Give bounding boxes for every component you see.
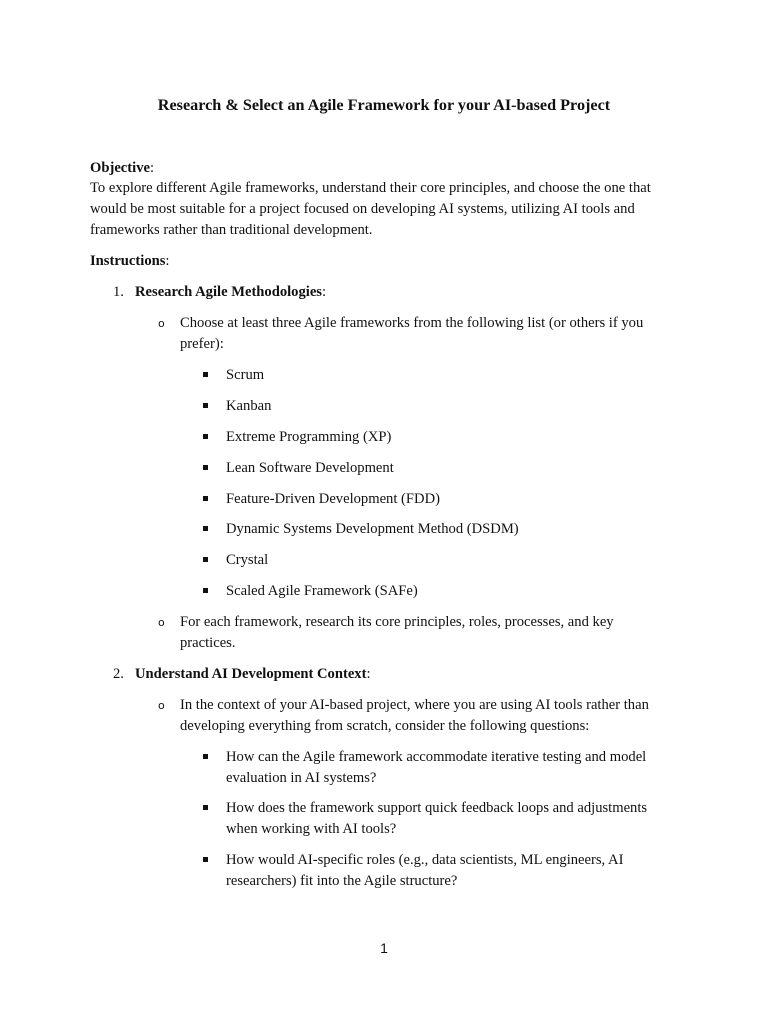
step-1-colon: : — [322, 284, 327, 300]
framework-item-text: Kanban — [226, 398, 272, 414]
circle-bullet: o — [158, 699, 165, 712]
objective-label-colon: : — [149, 160, 155, 176]
step-2-number: 2. — [113, 666, 124, 682]
question-item-text: How does the framework support quick feedback loops and adjustments when working with AI tools? — [226, 800, 648, 837]
instructions-label-colon: : — [165, 253, 170, 269]
instructions-label — [90, 251, 169, 272]
step-2-heading: Understand AI Development Context — [135, 666, 367, 682]
page-title: Research & Select an Agile Framework for your AI-based Project — [157, 96, 611, 114]
square-bullet-icon — [203, 754, 208, 759]
framework-item-text: Extreme Programming (XP) — [226, 429, 392, 445]
circle-bullet: o — [158, 616, 165, 629]
question-item-text: How can the Agile framework accommodate iterative testing and model evaluation in AI systems? — [226, 749, 647, 786]
step-1-heading: Research Agile Methodologies — [135, 284, 322, 300]
framework-item-text: Lean Software Development — [226, 460, 394, 476]
objective-label — [90, 158, 154, 179]
step-2 — [113, 664, 371, 685]
square-bullet-icon — [203, 857, 208, 862]
step-2-colon: : — [366, 666, 371, 682]
framework-item-text: Scaled Agile Framework (SAFe) — [226, 583, 418, 599]
step-2-point-1-text: In the context of your AI-based project, where you are using AI tools rather than developing everything from scratch, consider the following questions: — [180, 697, 649, 734]
step-1-point-2-text: For each framework, research its core principles, roles, processes, and key practices. — [180, 614, 614, 651]
square-bullet-icon — [203, 434, 208, 439]
square-bullet-icon — [203, 588, 208, 593]
framework-item-text: Feature-Driven Development (FDD) — [226, 491, 440, 507]
framework-item-text: Dynamic Systems Development Method (DSDM) — [226, 521, 519, 537]
square-bullet-icon — [203, 557, 208, 562]
step-1-number: 1. — [113, 284, 124, 300]
objective-text: To explore different Agile frameworks, understand their core principles, and choose the one that would be most suitable for a project focused on developing AI systems, utilizing AI tools and frameworks rather than traditional development. — [90, 180, 651, 238]
square-bullet-icon — [203, 496, 208, 501]
circle-bullet: o — [158, 317, 165, 330]
square-bullet-icon — [203, 805, 208, 810]
question-item-text: How would AI-specific roles (e.g., data scientists, ML engineers, AI researchers) fit into the Agile structure? — [226, 852, 624, 889]
square-bullet-icon — [203, 465, 208, 470]
square-bullet-icon — [203, 403, 208, 408]
step-1-point-1-text: Choose at least three Agile frameworks from the following list (or others if you prefer): — [180, 315, 644, 352]
framework-item-text: Crystal — [226, 552, 269, 568]
instructions-label-text: Instructions — [90, 253, 166, 269]
square-bullet-icon — [203, 526, 208, 531]
page-number: 1 — [380, 940, 388, 956]
step-1 — [113, 282, 326, 303]
objective-label-text: Objective — [90, 160, 150, 176]
square-bullet-icon — [203, 372, 208, 377]
framework-item-text: Scrum — [226, 367, 265, 383]
